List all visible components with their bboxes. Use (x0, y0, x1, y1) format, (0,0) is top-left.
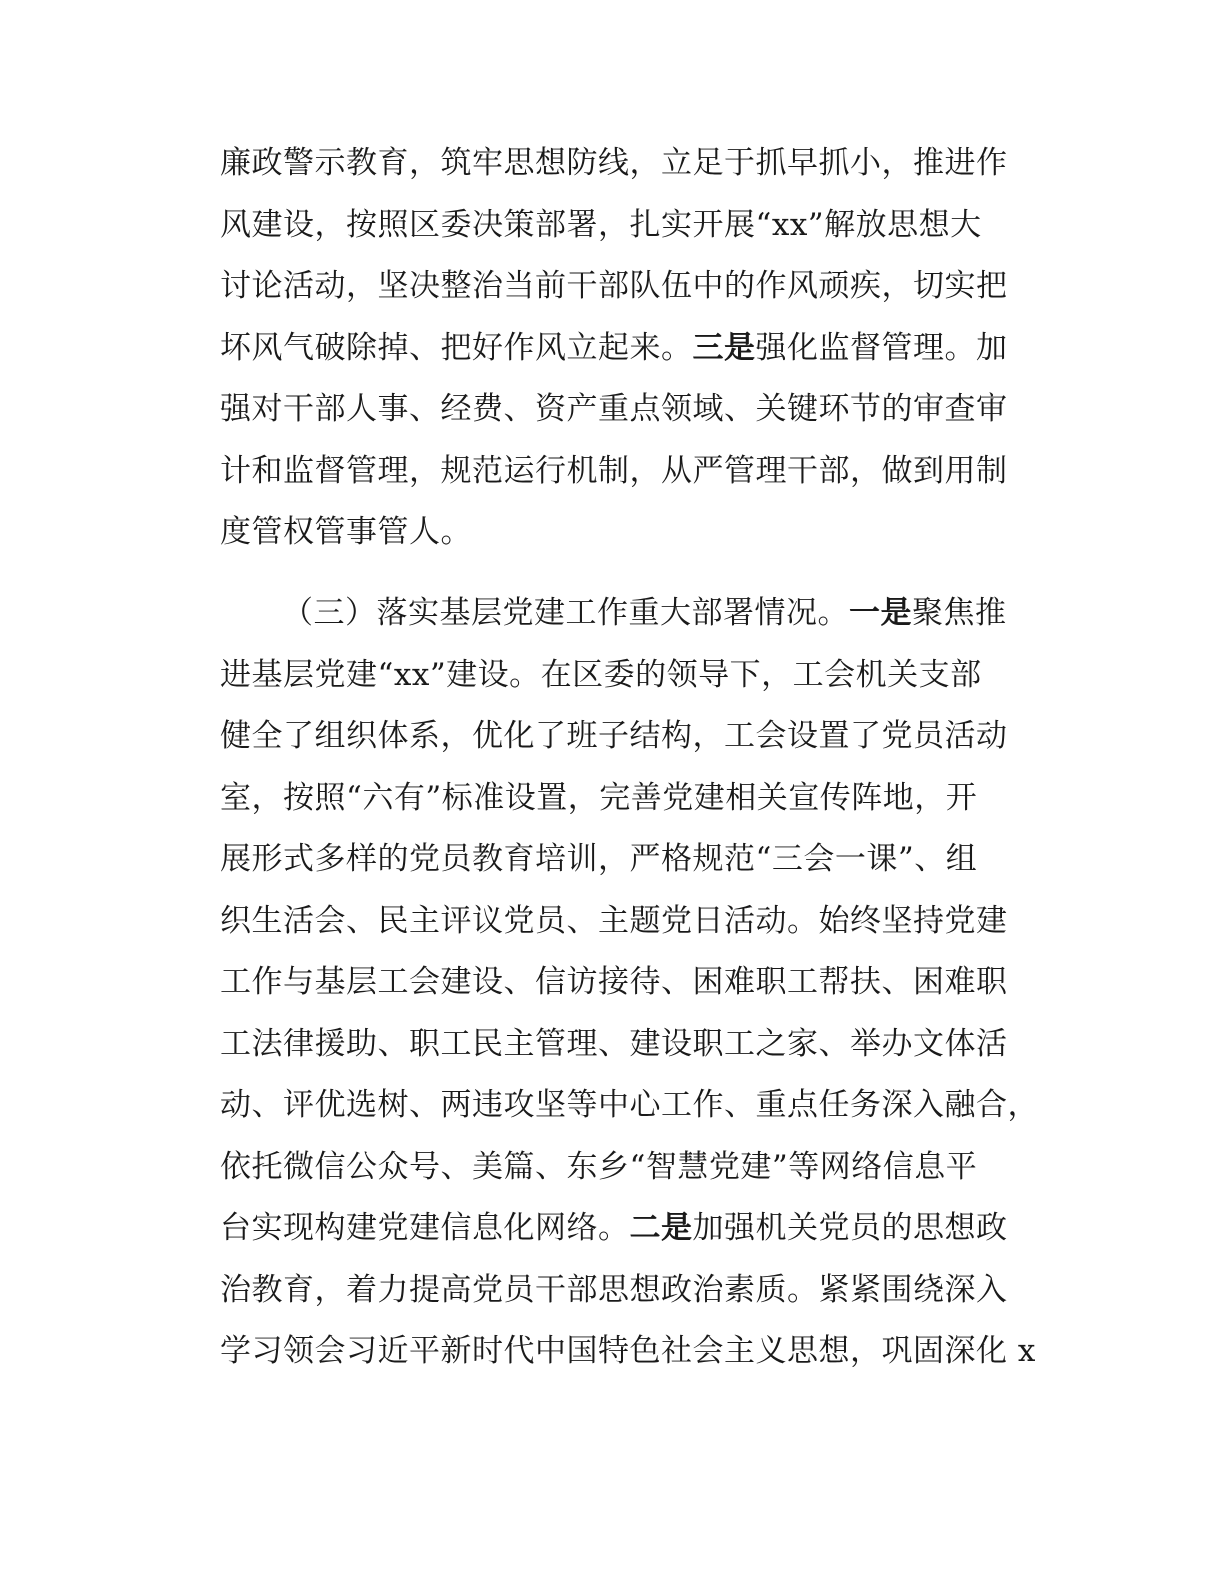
text-line (220, 512, 472, 552)
body-text: 进基层党建“xx”建设。在区委的领导下，工会机关支部 (220, 656, 982, 693)
body-text: 度管权管事管人。 (220, 514, 472, 550)
body-text: 廉政警示教育，筑牢思想防线，立足于抓早抓小，推进作 (220, 145, 1008, 181)
body-text: 学习领会习近平新时代中国特色社会主义思想，巩固深化 x (220, 1333, 1036, 1369)
text-line (220, 1024, 1008, 1064)
body-text: 动、评优选树、两违攻坚等中心工作、重点任务深入融合， (220, 1087, 1039, 1123)
text-line (220, 451, 1008, 491)
body-text: 聚焦推 (912, 595, 1007, 631)
body-text: 风建设，按照区委决策部署，扎实开展“xx”解放思想大 (220, 206, 982, 243)
text-line (220, 389, 1008, 429)
text-line (220, 328, 1008, 368)
body-text: 织生活会、民主评议党员、主题党日活动。始终坚持党建 (220, 902, 1008, 939)
body-text: （三）落实基层党建工作重大部署情况。 (282, 595, 849, 631)
text-line (220, 266, 1008, 306)
text-line (220, 655, 982, 695)
text-line (220, 1270, 1008, 1310)
body-text: 健全了组织体系，优化了班子结构，工会设置了党员活动 (220, 718, 1008, 754)
text-line (220, 839, 977, 879)
body-text: 坏风气破除掉、把好作风立起来。 (220, 329, 693, 366)
emphasis-text: 二是 (629, 1210, 693, 1246)
body-text: 工法律援助、职工民主管理、建设职工之家、举办文体活 (220, 1025, 1008, 1062)
body-text: 台实现构建党建信息化网络。 (220, 1210, 630, 1246)
text-line (220, 962, 1008, 1002)
body-text: 治教育，着力提高党员干部思想政治素质。紧紧围绕深入 (220, 1271, 1008, 1308)
body-text: 讨论活动，坚决整治当前干部队伍中的作风顽疾，切实把 (220, 268, 1008, 304)
text-line (220, 716, 1008, 756)
text-line (220, 778, 977, 818)
text-line (282, 593, 1007, 633)
emphasis-text: 一是 (849, 595, 912, 631)
body-text: 计和监督管理，规范运行机制，从严管理干部，做到用制 (220, 452, 1008, 489)
body-text: 强对干部人事、经费、资产重点领域、关键环节的审查审 (220, 391, 1008, 427)
text-line (220, 205, 982, 245)
text-line (220, 1147, 977, 1187)
text-line (220, 1331, 1036, 1371)
body-text: 室，按照“六有”标准设置，完善党建相关宣传阵地，开 (220, 779, 978, 816)
body-text: 强化监督管理。加 (755, 329, 1008, 366)
body-text: 展形式多样的党员教育培训，严格规范“三会一课”、组 (220, 841, 978, 877)
emphasis-text: 三是 (692, 329, 756, 366)
body-text: 工作与基层工会建设、信访接待、困难职工帮扶、困难职 (220, 964, 1008, 1000)
text-line (220, 901, 1008, 941)
text-line (220, 143, 1008, 183)
body-text: 依托微信公众号、美篇、东乡“智慧党建”等网络信息平 (220, 1148, 978, 1185)
text-line (220, 1208, 1008, 1248)
text-line (220, 1085, 1039, 1125)
body-text: 加强机关党员的思想政 (692, 1210, 1008, 1246)
